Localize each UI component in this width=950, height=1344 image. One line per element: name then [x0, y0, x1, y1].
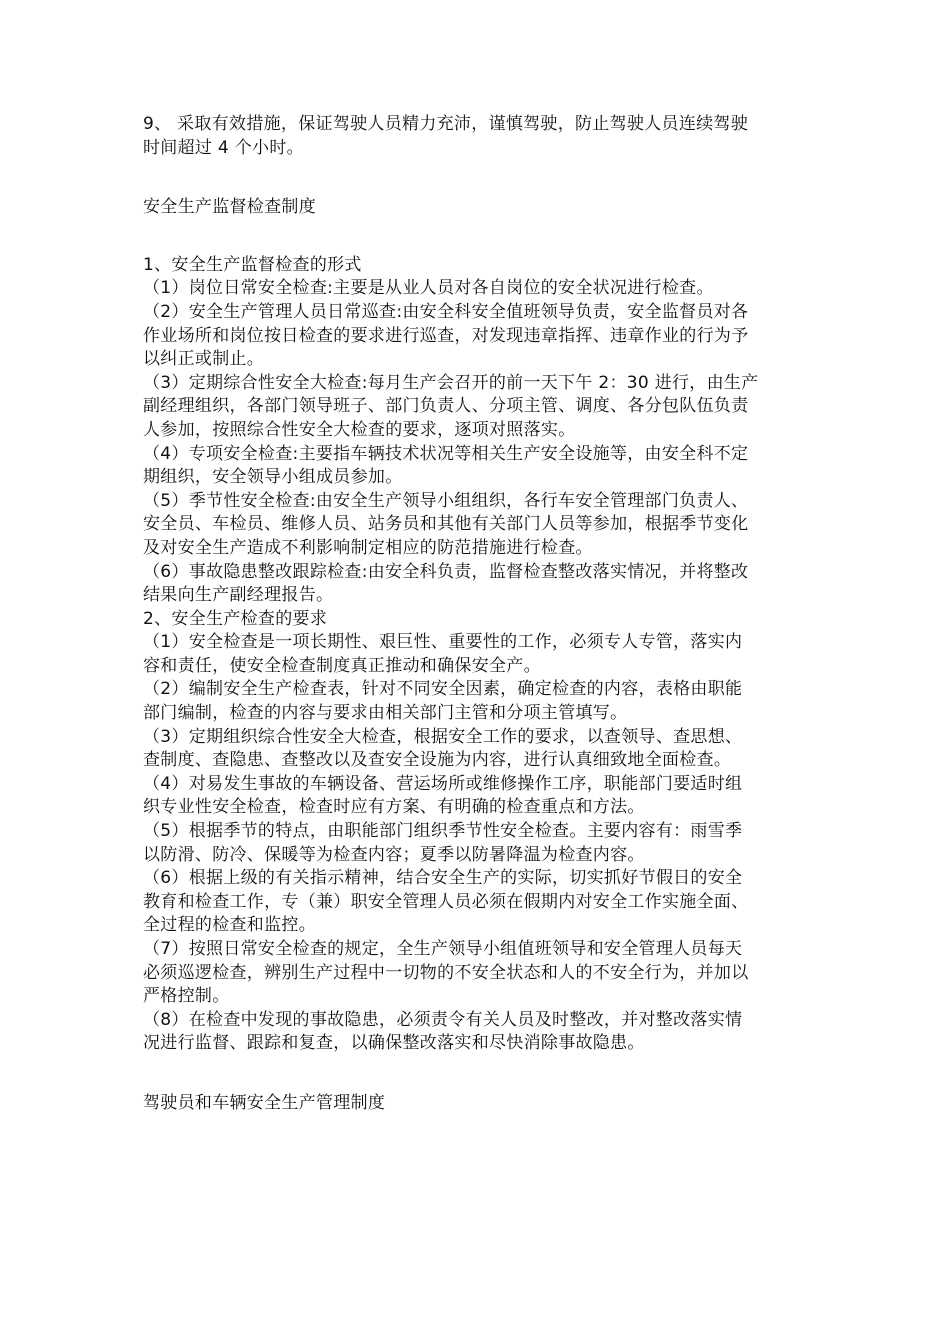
body-line: 容和责任，使安全检查制度真正推动和确保安全产。 [143, 655, 541, 676]
body-line: 全过程的检查和监控。 [143, 915, 316, 936]
body-line: 况进行监督、跟踪和复查，以确保整改落实和尽快消除事故隐患。 [143, 1033, 645, 1054]
body-line: 及对安全生产造成不利影响制定相应的防范措施进行检查。 [143, 537, 593, 558]
body-line: （3）定期组织综合性安全大检查，根据安全工作的要求，以查领导、查思想、 [143, 726, 743, 747]
body-line: （5）季节性安全检查:由安全生产领导小组组织，各行车安全管理部门负责人、 [143, 490, 749, 511]
body-line: （1）安全检查是一项长期性、艰巨性、重要性的工作，必须专人专管，落实内 [143, 632, 743, 653]
body-line: （8）在检查中发现的事故隐患，必须责令有关人员及时整改，并对整改落实情 [143, 1009, 743, 1030]
body-line: （1）岗位日常安全检查:主要是从业人员对各自岗位的安全状况进行检查。 [143, 278, 714, 299]
body-line: 以防滑、防冷、保暖等为检查内容；夏季以防暑降温为检查内容。 [143, 844, 645, 865]
body-line: 织专业性安全检查，检查时应有方案、有明确的检查重点和方法。 [143, 797, 645, 818]
body-line: 查制度、查隐患、查整改以及查安全设施为内容，进行认真细致地全面检查。 [143, 750, 732, 771]
body-line: （2）编制安全生产检查表，针对不同安全因素，确定检查的内容，表格由职能 [143, 679, 743, 700]
body-line: （4）对易发生事故的车辆设备、营运场所或维修操作工序，职能部门要适时组 [143, 773, 743, 794]
body-line: （6）根据上级的有关指示精神，结合安全生产的实际，切实抓好节假日的安全 [143, 868, 743, 889]
section-title-inspection: 安全生产监督检查制度 [143, 197, 316, 218]
intro-line-1: 9、 采取有效措施，保证驾驶人员精力充沛，谨慎驾驶，防止驾驶人员连续驾驶 [143, 114, 749, 134]
intro-line-2: 时间超过 4 个小时。 [143, 137, 304, 158]
spacer [143, 220, 811, 254]
body-line: 教育和检查工作，专（兼）职安全管理人员必须在假期内对安全工作实施全面、 [143, 891, 749, 912]
document-page [143, 113, 811, 1116]
body-line: 副经理组织，各部门领导班子、部门负责人、分项主管、调度、各分包队伍负责 [143, 396, 749, 417]
spacer [143, 160, 811, 196]
body-line: 1、安全生产监督检查的形式 [143, 254, 362, 275]
body-line: （5）根据季节的特点，由职能部门组织季节性安全检查。主要内容有：雨雪季 [143, 821, 743, 842]
spacer [143, 1056, 811, 1092]
body-line: 结果向生产副经理报告。 [143, 585, 334, 606]
body-line: （3）定期综合性安全大检查:每月生产会召开的前一天下午 2：30 进行，由生产 [143, 372, 759, 393]
body-line: （4）专项安全检查:主要指车辆技术状况等相关生产安全设施等，由安全科不定 [143, 443, 749, 464]
body-line: 期组织，安全领导小组成员参加。 [143, 467, 403, 488]
body-line: 2、安全生产检查的要求 [143, 608, 328, 629]
body-line: （7）按照日常安全检查的规定，全生产领导小组值班领导和安全管理人员每天 [143, 939, 743, 959]
body-line: 部门编制，检查的内容与要求由相关部门主管和分项主管填写。 [143, 703, 628, 724]
body-line: 必须巡逻检查，辨别生产过程中一切物的不安全状态和人的不安全行为，并加以 [143, 962, 749, 983]
section-title-driver-vehicle: 驾驶员和车辆安全生产管理制度 [143, 1092, 386, 1113]
body-line: 严格控制。 [143, 986, 230, 1007]
body-line: 人参加，按照综合性安全大检查的要求，逐项对照落实。 [143, 419, 576, 440]
body-line: 作业场所和岗位按日检查的要求进行巡查，对发现违章指挥、违章作业的行为予 [143, 325, 749, 346]
body-line: 安全员、车检员、维修人员、站务员和其他有关部门人员等参加，根据季节变化 [143, 514, 749, 535]
body-line: 以纠正或制止。 [143, 349, 265, 370]
body-line: （2）安全生产管理人员日常巡查:由安全科安全值班领导负责，安全监督员对各 [143, 301, 749, 322]
body-line: （6）事故隐患整改跟踪检查:由安全科负责，监督检查整改落实情况，并将整改 [143, 561, 749, 582]
